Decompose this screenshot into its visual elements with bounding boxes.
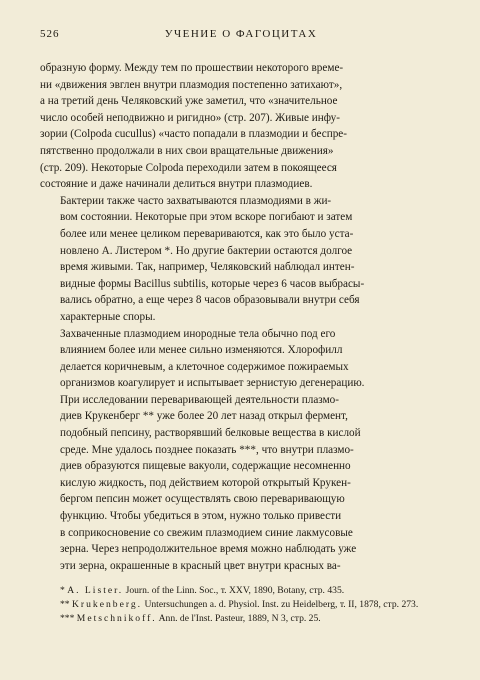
text-line: более или менее целиком перевариваются, как это было уста-	[60, 227, 354, 240]
text-line: диев Крукенберг ** уже более 20 лет назад открыл фермент,	[60, 410, 348, 423]
text-line: среде. Мне удалось позднее показать ***, что внутри плазмо-	[60, 443, 354, 456]
footnote-marker: *	[60, 585, 65, 597]
text-line: При исследовании переваривающей деятельности плазмо-	[60, 393, 339, 406]
text-line: зерна. Через непродолжительное время можно наблюдать уже	[60, 543, 357, 556]
paragraph	[40, 392, 442, 575]
paragraph	[40, 326, 442, 392]
footnote-marker: **	[60, 599, 70, 611]
text-line: пятственно продолжали в них свои вращательные движения»	[40, 144, 334, 157]
text-line: подобный пепсину, растворявший белковые вещества в кислой	[60, 427, 361, 440]
text-line: диев образуются пищевые вакуоли, содержащие несомненно	[60, 460, 351, 473]
footnote	[40, 612, 442, 626]
footnote-author: Krukenberg.	[72, 599, 143, 611]
text-line: (стр. 209). Некоторые Colpoda переходили затем в покоящееся	[40, 161, 337, 174]
text-line: а на третий день Челяковский уже заметил, что «значительное	[40, 95, 338, 108]
paragraph	[40, 60, 442, 193]
text-line: Бактерии также часто захватываются плазмодиями в жи-	[60, 194, 332, 207]
footnotes	[40, 584, 442, 626]
footnote-citation: Ann. de l'Inst. Pasteur, 1889, N 3, стр. 25.	[156, 613, 321, 625]
text-line: бергом пепсин может осуществлять свою переваривающую	[60, 493, 345, 506]
text-line: время живыми. Так, например, Челяковский наблюдал интен-	[60, 261, 355, 274]
text-line: кислую жидкость, под действием которой открытый Крукен-	[60, 476, 351, 489]
footnote-citation: Journ. of the Linn. Soc., т. XXV, 1890, Botany, стр. 435.	[123, 585, 345, 597]
text-line: делается коричневым, а клеточное содержимое пожираемых	[60, 360, 349, 373]
text-line: новлено А. Листером *. Но другие бактерии остаются долгое	[60, 244, 353, 257]
paragraph	[40, 193, 442, 326]
footnote-citation: Untersuchungen a. d. Physiol. Inst. zu Heidelberg, т. II, 1878, стр. 273.	[142, 599, 419, 611]
text-line: видные формы Bacillus subtilis, которые через 6 часов выбрасы-	[60, 277, 365, 290]
text-line: ни «движения эвглен внутри плазмодия постепенно затихают»,	[40, 78, 343, 91]
footnote-marker: ***	[60, 613, 75, 625]
text-line: вались обратно, а еще через 8 часов образовывали внутри себя	[60, 294, 360, 307]
footnote	[40, 584, 442, 598]
text-line: характерные споры.	[60, 310, 156, 323]
running-head	[40, 28, 442, 46]
footnote-author: Metschnikoff.	[76, 613, 157, 625]
running-title: УЧЕНИЕ О ФАГОЦИТАХ	[164, 28, 318, 40]
text-line: образную форму. Между тем по прошествии некоторого време-	[40, 62, 344, 74]
text-line: состояние и даже начинали делиться внутри плазмодиев.	[40, 178, 313, 191]
page-number: 526	[40, 28, 60, 40]
footnote-author: A. Lister.	[67, 585, 124, 597]
text-line: функцию. Чтобы убедиться в этом, нужно только привести	[60, 510, 342, 523]
text-line: влиянием более или менее сильно изменяются. Хлорофилл	[60, 344, 343, 357]
text-line: эти зерна, окрашенные в красный цвет внутри красных ва-	[60, 559, 341, 572]
text-line: число особей неподвижно и ригидно» (стр. 207). Живые инфу-	[40, 111, 341, 124]
text-line: зории (Colpoda cucullus) «часто попадали в плазмодии и беспре-	[40, 128, 347, 141]
text-line: в соприкосновение со свежим плазмодием синие лакмусовые	[60, 526, 353, 539]
text-line: организмов коагулирует и испытывает зернистую дегенерацию.	[60, 377, 365, 390]
text-line: вом состоянии. Некоторые при этом вскоре погибают и затем	[60, 211, 353, 224]
text-line: Захваченные плазмодием инородные тела обычно под его	[60, 327, 336, 340]
body-text	[40, 60, 442, 574]
footnote	[40, 598, 442, 612]
